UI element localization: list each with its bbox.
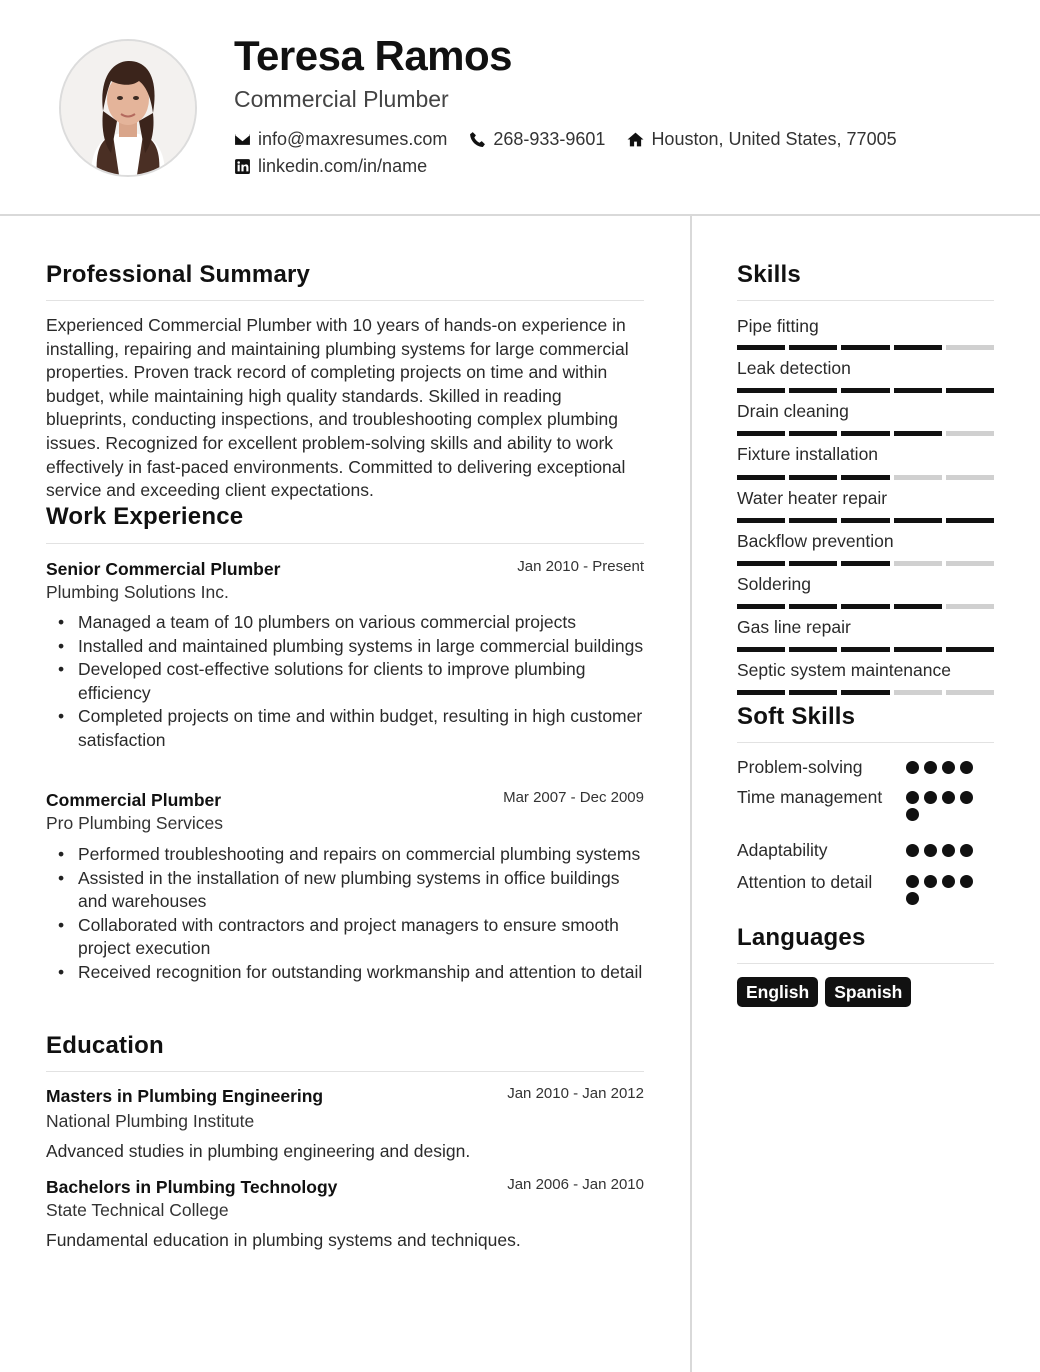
location-text: Houston, United States, 77005 (651, 129, 897, 149)
bullet-item: • Collaborated with contractors and project managers to ensure smooth project execution (78, 914, 646, 961)
level-segment-filled (946, 388, 994, 393)
phone-text: 268-933-9601 (493, 129, 606, 149)
level-segment-filled (789, 475, 837, 480)
level-segment-filled (789, 647, 837, 652)
level-segment-empty (946, 431, 994, 436)
bullet-item: • Received recognition for outstanding workmanship and attention to detail (78, 961, 646, 985)
level-segment-filled (737, 690, 785, 695)
level-segment-filled (789, 518, 837, 523)
level-segment-filled (789, 690, 837, 695)
rating-dot (906, 892, 919, 905)
level-segment-filled (894, 518, 942, 523)
job-date: Jan 2010 - Present (517, 558, 644, 575)
contact-phone[interactable] (469, 129, 605, 150)
level-segment-filled (789, 388, 837, 393)
level-segment-filled (789, 431, 837, 436)
level-segment-filled (737, 561, 785, 566)
level-segment-filled (894, 345, 942, 350)
level-segment-filled (737, 647, 785, 652)
rating-dot (960, 761, 973, 774)
soft-skill-rating (906, 761, 986, 774)
education-rule (46, 1071, 644, 1072)
level-segment-empty (946, 690, 994, 695)
level-segment-filled (789, 604, 837, 609)
bullet-item: • Managed a team of 10 plumbers on various commercial projects (78, 611, 646, 635)
level-segment-filled (894, 388, 942, 393)
rating-dot (906, 761, 919, 774)
level-segment-empty (894, 690, 942, 695)
level-segment-filled (841, 604, 889, 609)
level-segment-filled (946, 518, 994, 523)
job-bullets (46, 611, 646, 753)
column-divider (690, 216, 692, 1372)
header-divider (0, 214, 1040, 216)
job-company: Plumbing Solutions Inc. (46, 582, 229, 602)
language-tag: Spanish (825, 977, 911, 1007)
level-segment-filled (894, 647, 942, 652)
skill-name: Fixture installation (737, 444, 879, 464)
skill-level-bar (737, 475, 994, 480)
skill-level-bar (737, 388, 994, 393)
job-bullets (46, 843, 646, 985)
soft-skill-rating (906, 844, 986, 857)
experience-heading: Work Experience (46, 503, 244, 530)
skill-level-bar (737, 518, 994, 523)
level-segment-filled (946, 647, 994, 652)
level-segment-empty (946, 561, 994, 566)
bullet-item: • Developed cost-effective solutions for clients to improve plumbing efficiency (78, 658, 646, 705)
skill-level-bar (737, 690, 994, 695)
degree-date: Jan 2010 - Jan 2012 (507, 1085, 644, 1102)
envelope-icon (234, 131, 251, 148)
experience-rule (46, 543, 644, 544)
rating-dot (960, 844, 973, 857)
bullet-item: • Installed and maintained plumbing systems in large commercial buildings (78, 635, 646, 659)
education-heading: Education (46, 1032, 164, 1059)
school-name: National Plumbing Institute (46, 1111, 255, 1131)
summary-rule (46, 300, 644, 301)
level-segment-filled (841, 388, 889, 393)
rating-dot (960, 791, 973, 804)
level-segment-filled (841, 690, 889, 695)
level-segment-filled (737, 604, 785, 609)
skill-name: Drain cleaning (737, 401, 849, 421)
bullet-item: • Completed projects on time and within budget, resulting in high customer satisfaction (78, 705, 646, 752)
skill-level-bar (737, 604, 994, 609)
job-company: Pro Plumbing Services (46, 813, 224, 833)
linkedin-icon (234, 158, 251, 175)
level-segment-filled (841, 431, 889, 436)
level-segment-filled (737, 345, 785, 350)
degree-description: Fundamental education in plumbing systems and techniques. (46, 1230, 521, 1250)
summary-heading: Professional Summary (46, 261, 311, 288)
summary-text: Experienced Commercial Plumber with 10 years of hands-on experience in installing, repairing and maintaining plumbing systems for large commercial properties. Proven track record of completing projects on time and within budget, while maintaining high quality standards. Skilled in reading blueprints, conducting inspections, and troubleshooting complex plumbing issues. Recognized for excellent problem-solving skills and ability to work effectively in fast-paced environments. Committed to delivering exceptional service and exceeding client expectations. (46, 315, 629, 501)
degree-title: Bachelors in Plumbing Technology (46, 1177, 338, 1197)
language-tags (737, 977, 911, 1007)
rating-dot (942, 761, 955, 774)
candidate-name: Teresa Ramos (234, 32, 513, 79)
rating-dot (906, 844, 919, 857)
bullet-item: • Assisted in the installation of new plumbing systems in office buildings and warehouses (78, 867, 646, 914)
portrait-image (61, 41, 195, 175)
resume-header (0, 0, 1040, 214)
level-segment-filled (841, 561, 889, 566)
level-segment-filled (894, 604, 942, 609)
rating-dot (906, 808, 919, 821)
linkedin-text: linkedin.com/in/name (258, 156, 428, 176)
rating-dot (924, 875, 937, 888)
rating-dot (960, 875, 973, 888)
skill-level-bar (737, 561, 994, 566)
school-name: State Technical College (46, 1200, 229, 1220)
skills-heading: Skills (737, 261, 801, 288)
skill-name: Backflow prevention (737, 531, 894, 551)
level-segment-filled (841, 647, 889, 652)
candidate-title: Commercial Plumber (234, 86, 449, 112)
contact-linkedin[interactable] (234, 156, 427, 177)
soft-skills-heading: Soft Skills (737, 703, 856, 730)
skill-name: Leak detection (737, 358, 851, 378)
level-segment-empty (946, 604, 994, 609)
soft-skill-name: Adaptability (737, 840, 828, 860)
home-icon (627, 131, 644, 148)
soft-skill-rating (906, 791, 986, 821)
level-segment-filled (737, 475, 785, 480)
rating-dot (942, 844, 955, 857)
job-title: Senior Commercial Plumber (46, 559, 281, 579)
soft-skill-name: Attention to detail (737, 872, 873, 892)
rating-dot (942, 875, 955, 888)
soft-skill-name: Problem-solving (737, 757, 863, 777)
job-date: Mar 2007 - Dec 2009 (503, 789, 644, 806)
level-segment-filled (894, 431, 942, 436)
soft-skill-rating (906, 875, 986, 905)
rating-dot (924, 761, 937, 774)
languages-heading: Languages (737, 924, 866, 951)
level-segment-filled (841, 475, 889, 480)
contact-email[interactable] (234, 129, 447, 150)
contact-line-1 (234, 129, 919, 150)
degree-title: Masters in Plumbing Engineering (46, 1086, 324, 1106)
profile-photo (59, 39, 197, 177)
rating-dot (924, 844, 937, 857)
rating-dot (942, 791, 955, 804)
languages-rule (737, 963, 994, 964)
rating-dot (906, 875, 919, 888)
soft-skill-name: Time management (737, 787, 883, 807)
level-segment-filled (841, 518, 889, 523)
level-segment-filled (841, 345, 889, 350)
soft-skills-rule (737, 742, 994, 743)
degree-description: Advanced studies in plumbing engineering and design. (46, 1141, 471, 1161)
skill-name: Pipe fitting (737, 316, 819, 336)
level-segment-filled (737, 388, 785, 393)
level-segment-empty (894, 475, 942, 480)
level-segment-empty (894, 561, 942, 566)
level-segment-filled (737, 518, 785, 523)
level-segment-filled (789, 345, 837, 350)
skill-name: Soldering (737, 574, 811, 594)
contact-line-2 (234, 156, 449, 177)
level-segment-empty (946, 475, 994, 480)
degree-date: Jan 2006 - Jan 2010 (507, 1176, 644, 1193)
contact-location (627, 129, 896, 150)
skill-name: Gas line repair (737, 617, 851, 637)
phone-icon (469, 131, 486, 148)
skill-name: Water heater repair (737, 488, 888, 508)
skill-level-bar (737, 345, 994, 350)
email-text: info@maxresumes.com (258, 129, 448, 149)
level-segment-filled (789, 561, 837, 566)
language-tag: English (737, 977, 818, 1007)
level-segment-empty (946, 345, 994, 350)
skill-name: Septic system maintenance (737, 660, 951, 680)
skill-level-bar (737, 431, 994, 436)
level-segment-filled (737, 431, 785, 436)
rating-dot (906, 791, 919, 804)
rating-dot (924, 791, 937, 804)
job-title: Commercial Plumber (46, 790, 222, 810)
skill-level-bar (737, 647, 994, 652)
bullet-item: • Performed troubleshooting and repairs on commercial plumbing systems (78, 843, 646, 867)
skills-rule (737, 300, 994, 301)
